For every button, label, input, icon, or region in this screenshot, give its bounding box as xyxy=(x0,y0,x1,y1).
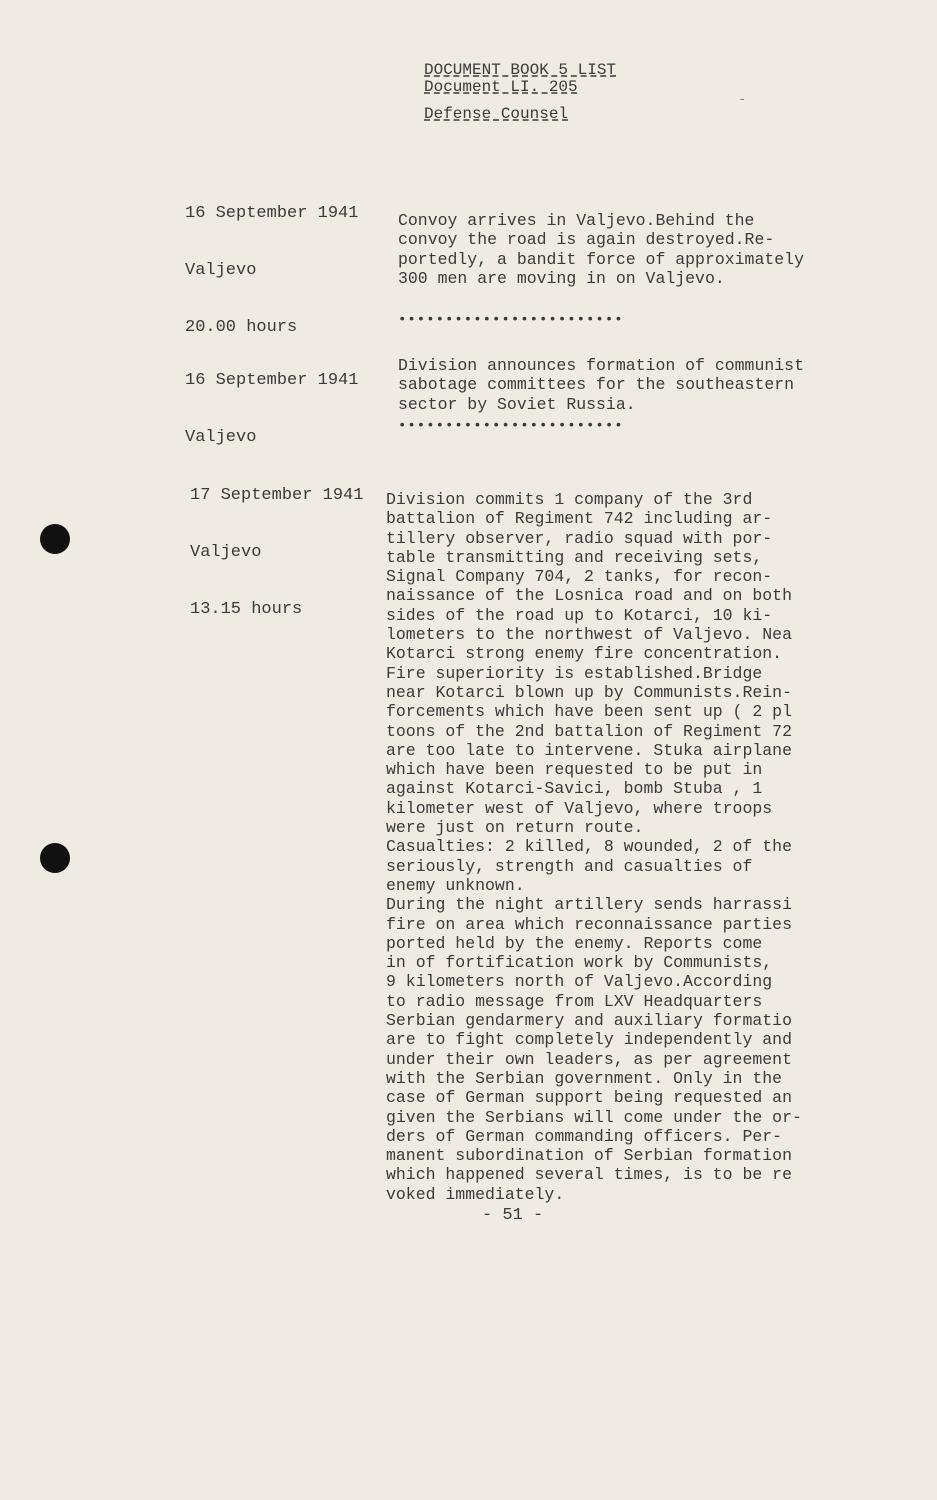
entry-date: 16 September 1941 xyxy=(185,204,359,223)
separator-2: •••••••••••••••••••••••• xyxy=(398,418,624,434)
entry-date: 17 September 1941 xyxy=(190,486,364,505)
entry-place: Valjevo xyxy=(185,261,257,280)
document-header xyxy=(424,62,616,123)
document-number: Document LI. 205 xyxy=(424,78,578,96)
entry-place: Valjevo xyxy=(185,428,257,447)
defense-counsel-label: Defense Counsel xyxy=(424,105,569,123)
entry-3-meta xyxy=(190,448,363,657)
document-book-title: DOCUMENT BOOK 5 LIST xyxy=(424,61,617,79)
entry-place: Valjevo xyxy=(190,543,262,562)
entry-time: 13.15 hours xyxy=(190,600,303,619)
entry-2-text: Division announces formation of communist sabotage committees for the southeastern sector by Soviet Russia. xyxy=(398,356,804,414)
entry-date: 16 September 1941 xyxy=(185,371,359,390)
entry-1-text: Convoy arrives in Valjevo.Behind the convoy the road is again destroyed.Re- portedly, a bandit force of approximately 300 men are moving in on Valjevo. xyxy=(398,211,804,288)
entry-time: 20.00 hours xyxy=(185,318,298,337)
page-number: - 51 - xyxy=(482,1206,544,1225)
entry-3-text: Division commits 1 company of the 3rd battalion of Regiment 742 including ar- tillery observer, radio squad with por- table transmitting and receiving sets, Signal Company 704, 2 tanks, for recon- naissance of the Losnica road and on both sides of the road up to Kotarci, 10 ki- lometers to the northwest of Valjevo. Nea Kotarci strong enemy fire concentration. Fire superiority is established.Bridge near Kotarci blown up by Communists.Rein- forcements which have been sent up ( 2 pl toons of the 2nd battalion of Regiment 72 are too late to intervene. Stuka airplane which have been requested to be put in against Kotarci-Savici, bomb Stuba , 1 kilometer west of Valjevo, where troops were just on return route. Casualties: 2 killed, 8 wounded, 2 of the seriously, strength and casualties of enemy unknown. During the night artillery sends harrassi fire on area which reconnaissance parties ported held by the enemy. Reports come in of fortification work by Communists, 9 kilometers north of Valjevo.According to radio message from LXV Headquarters Serbian gendarmery and auxiliary formatio are to fight completely independently and under their own leaders, as per agreement with the Serbian government. Only in the case of German support being requested an given the Serbians will come under the or- ders of German commanding officers. Per- manent subordination of Serbian formation which happened several times, is to be re voked immediately. xyxy=(386,490,802,1204)
stray-mark: - xyxy=(738,92,747,108)
punch-hole xyxy=(40,524,70,554)
punch-hole xyxy=(40,843,70,873)
separator-1: •••••••••••••••••••••••• xyxy=(398,312,624,328)
